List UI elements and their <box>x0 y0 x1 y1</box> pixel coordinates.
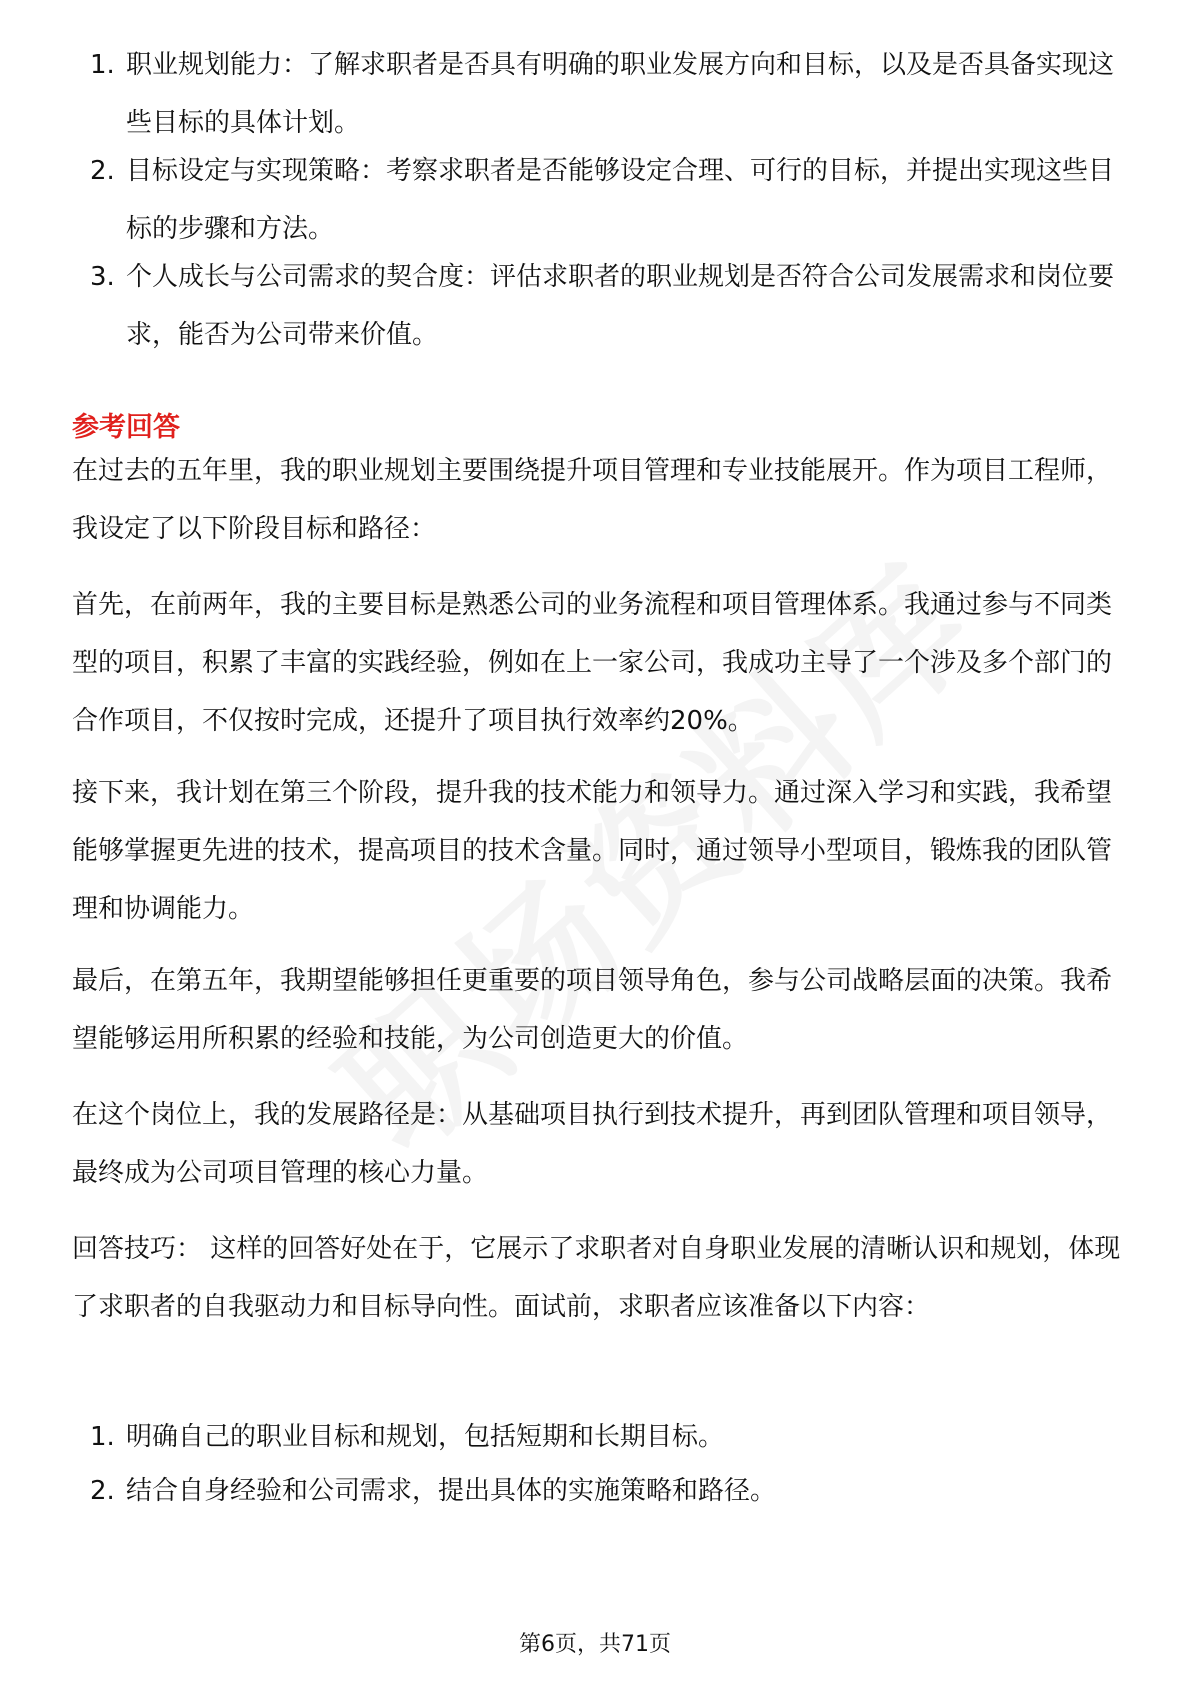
list-item <box>72 248 1122 364</box>
list-text: 职业规划能力：了解求职者是否具有明确的职业发展方向和目标，以及是否具备实现这些目标的具体计划。 <box>126 50 1115 138</box>
list-text: 结合自身经验和公司需求，提出具体的实施策略和路径。 <box>126 1476 777 1506</box>
list-number: 1. <box>90 50 115 80</box>
page-number-footer: 第6页，共71页 <box>519 1632 671 1657</box>
list-item <box>72 142 1122 258</box>
tips-paragraph: 回答技巧： 这样的回答好处在于，它展示了求职者对自身职业发展的清晰认识和规划，体现了求职者的自我驱动力和目标导向性。面试前，求职者应该准备以下内容： <box>72 1234 1121 1322</box>
list-item <box>72 36 1122 152</box>
list-text: 明确自己的职业目标和规划，包括短期和长期目标。 <box>126 1422 725 1452</box>
list-item <box>72 1408 1122 1466</box>
list-number: 2. <box>90 1476 115 1506</box>
paragraph: 接下来，我计划在第三个阶段，提升我的技术能力和领导力。通过深入学习和实践，我希望能够掌握更先进的技术，提高项目的技术含量。同时，通过领导小型项目，锻炼我的团队管理和协调能力。 <box>72 778 1113 924</box>
list-number: 1. <box>90 1422 115 1452</box>
paragraph: 在过去的五年里，我的职业规划主要围绕提升项目管理和专业技能展开。作为项目工程师，我设定了以下阶段目标和路径： <box>72 456 1113 544</box>
list-text: 目标设定与实现策略：考察求职者是否能够设定合理、可行的目标，并提出实现这些目标的步骤和方法。 <box>126 156 1115 244</box>
paragraph: 最后，在第五年，我期望能够担任更重要的项目领导角色，参与公司战略层面的决策。我希望能够运用所积累的经验和技能，为公司创造更大的价值。 <box>72 966 1113 1054</box>
list-number: 3. <box>90 262 115 292</box>
section-heading: 参考回答 <box>72 412 180 443</box>
list-item <box>72 1462 1122 1520</box>
paragraph: 在这个岗位上，我的发展路径是：从基础项目执行到技术提升，再到团队管理和项目领导，最终成为公司项目管理的核心力量。 <box>72 1100 1113 1188</box>
paragraph: 首先，在前两年，我的主要目标是熟悉公司的业务流程和项目管理体系。我通过参与不同类型的项目，积累了丰富的实践经验，例如在上一家公司，我成功主导了一个涉及多个部门的合作项目，不仅按时完成，还提升了项目执行效率约20%。 <box>72 590 1113 736</box>
list-text: 个人成长与公司需求的契合度：评估求职者的职业规划是否符合公司发展需求和岗位要求，能否为公司带来价值。 <box>126 262 1115 350</box>
list-number: 2. <box>90 156 115 186</box>
